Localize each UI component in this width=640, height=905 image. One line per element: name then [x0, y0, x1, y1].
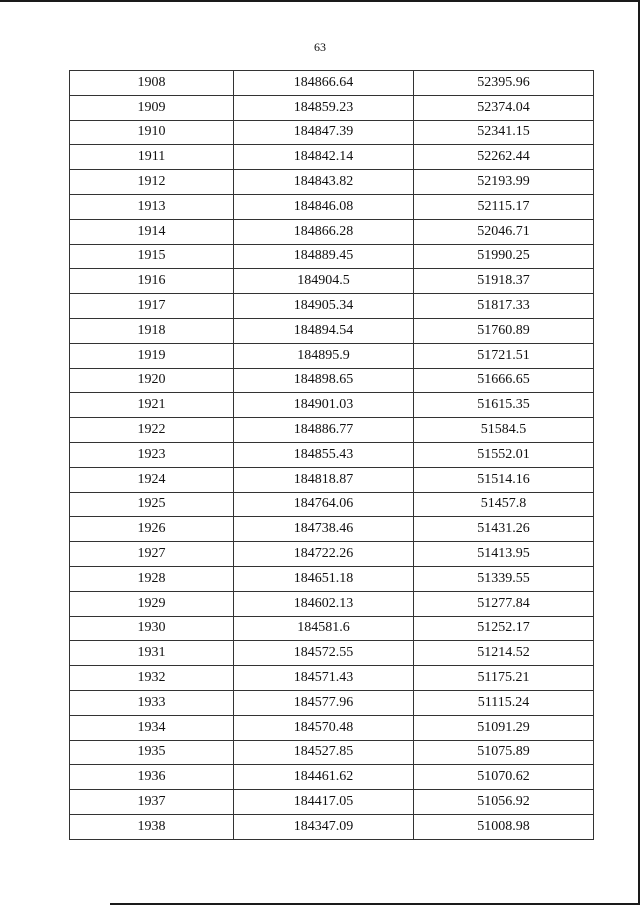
value-b-cell: 52115.17: [414, 194, 594, 219]
value-a-cell: 184889.45: [234, 244, 414, 269]
year-cell: 1910: [70, 120, 234, 145]
value-a-cell: 184461.62: [234, 765, 414, 790]
table-row: [70, 318, 594, 343]
value-a-cell: 184722.26: [234, 542, 414, 567]
table-row: [70, 120, 594, 145]
year-cell: 1918: [70, 318, 234, 343]
value-a-cell: 184901.03: [234, 393, 414, 418]
table-row: [70, 814, 594, 839]
value-b-cell: 51760.89: [414, 318, 594, 343]
year-cell: 1923: [70, 442, 234, 467]
value-a-cell: 184866.28: [234, 219, 414, 244]
year-cell: 1926: [70, 517, 234, 542]
year-cell: 1938: [70, 814, 234, 839]
value-b-cell: 51056.92: [414, 790, 594, 815]
table-row: [70, 393, 594, 418]
value-b-cell: 52374.04: [414, 95, 594, 120]
year-cell: 1913: [70, 194, 234, 219]
table-row: [70, 71, 594, 96]
value-b-cell: 51990.25: [414, 244, 594, 269]
table-row: [70, 566, 594, 591]
value-b-cell: 51070.62: [414, 765, 594, 790]
value-b-cell: 51008.98: [414, 814, 594, 839]
table-row: [70, 368, 594, 393]
value-a-cell: 184570.48: [234, 715, 414, 740]
value-b-cell: 51615.35: [414, 393, 594, 418]
value-b-cell: 51413.95: [414, 542, 594, 567]
value-a-cell: 184842.14: [234, 145, 414, 170]
value-b-cell: 52193.99: [414, 170, 594, 195]
value-a-cell: 184572.55: [234, 641, 414, 666]
value-a-cell: 184905.34: [234, 294, 414, 319]
value-b-cell: 51817.33: [414, 294, 594, 319]
value-a-cell: 184577.96: [234, 690, 414, 715]
value-a-cell: 184571.43: [234, 666, 414, 691]
value-b-cell: 51584.5: [414, 418, 594, 443]
value-a-cell: 184895.9: [234, 343, 414, 368]
value-b-cell: 51075.89: [414, 740, 594, 765]
value-a-cell: 184886.77: [234, 418, 414, 443]
year-cell: 1922: [70, 418, 234, 443]
value-a-cell: 184738.46: [234, 517, 414, 542]
value-a-cell: 184764.06: [234, 492, 414, 517]
value-b-cell: 51115.24: [414, 690, 594, 715]
value-b-cell: 51721.51: [414, 343, 594, 368]
year-cell: 1909: [70, 95, 234, 120]
table-row: [70, 442, 594, 467]
value-a-cell: 184898.65: [234, 368, 414, 393]
table-row: [70, 690, 594, 715]
year-cell: 1930: [70, 616, 234, 641]
table-row: [70, 467, 594, 492]
value-b-cell: 52395.96: [414, 71, 594, 96]
value-b-cell: 52341.15: [414, 120, 594, 145]
table-row: [70, 542, 594, 567]
value-a-cell: 184859.23: [234, 95, 414, 120]
value-b-cell: 51339.55: [414, 566, 594, 591]
year-cell: 1911: [70, 145, 234, 170]
year-cell: 1937: [70, 790, 234, 815]
year-cell: 1928: [70, 566, 234, 591]
year-cell: 1914: [70, 219, 234, 244]
year-cell: 1917: [70, 294, 234, 319]
year-cell: 1915: [70, 244, 234, 269]
value-a-cell: 184866.64: [234, 71, 414, 96]
page-edge-top: [0, 0, 640, 2]
year-cell: 1924: [70, 467, 234, 492]
value-a-cell: 184527.85: [234, 740, 414, 765]
table-row: [70, 641, 594, 666]
table-row: [70, 95, 594, 120]
value-a-cell: 184417.05: [234, 790, 414, 815]
table-row: [70, 591, 594, 616]
year-cell: 1933: [70, 690, 234, 715]
table-row: [70, 666, 594, 691]
year-cell: 1916: [70, 269, 234, 294]
year-cell: 1927: [70, 542, 234, 567]
table-row: [70, 244, 594, 269]
table-row: [70, 194, 594, 219]
table-body: [70, 71, 594, 840]
year-cell: 1919: [70, 343, 234, 368]
value-b-cell: 51431.26: [414, 517, 594, 542]
table-row: [70, 219, 594, 244]
table-row: [70, 715, 594, 740]
table-row: [70, 492, 594, 517]
table-row: [70, 740, 594, 765]
table-row: [70, 517, 594, 542]
value-b-cell: 51252.17: [414, 616, 594, 641]
year-cell: 1936: [70, 765, 234, 790]
year-cell: 1934: [70, 715, 234, 740]
year-cell: 1929: [70, 591, 234, 616]
year-cell: 1925: [70, 492, 234, 517]
value-a-cell: 184855.43: [234, 442, 414, 467]
value-a-cell: 184602.13: [234, 591, 414, 616]
data-table: [69, 70, 594, 840]
value-a-cell: 184581.6: [234, 616, 414, 641]
value-b-cell: 52046.71: [414, 219, 594, 244]
year-cell: 1932: [70, 666, 234, 691]
table-row: [70, 765, 594, 790]
year-cell: 1912: [70, 170, 234, 195]
value-b-cell: 51552.01: [414, 442, 594, 467]
table-row: [70, 294, 594, 319]
table-row: [70, 418, 594, 443]
value-b-cell: 51457.8: [414, 492, 594, 517]
value-a-cell: 184847.39: [234, 120, 414, 145]
value-b-cell: 51514.16: [414, 467, 594, 492]
value-b-cell: 51214.52: [414, 641, 594, 666]
year-cell: 1921: [70, 393, 234, 418]
year-cell: 1931: [70, 641, 234, 666]
table-row: [70, 145, 594, 170]
page-number: 63: [314, 40, 326, 54]
table-row: [70, 343, 594, 368]
value-b-cell: 51175.21: [414, 666, 594, 691]
year-cell: 1908: [70, 71, 234, 96]
table-row: [70, 170, 594, 195]
value-a-cell: 184818.87: [234, 467, 414, 492]
value-b-cell: 51091.29: [414, 715, 594, 740]
value-a-cell: 184904.5: [234, 269, 414, 294]
value-b-cell: 52262.44: [414, 145, 594, 170]
value-a-cell: 184347.09: [234, 814, 414, 839]
table-row: [70, 790, 594, 815]
value-b-cell: 51666.65: [414, 368, 594, 393]
value-b-cell: 51918.37: [414, 269, 594, 294]
value-a-cell: 184894.54: [234, 318, 414, 343]
value-a-cell: 184651.18: [234, 566, 414, 591]
year-cell: 1935: [70, 740, 234, 765]
value-a-cell: 184846.08: [234, 194, 414, 219]
value-b-cell: 51277.84: [414, 591, 594, 616]
table-row: [70, 269, 594, 294]
year-cell: 1920: [70, 368, 234, 393]
table-row: [70, 616, 594, 641]
value-a-cell: 184843.82: [234, 170, 414, 195]
